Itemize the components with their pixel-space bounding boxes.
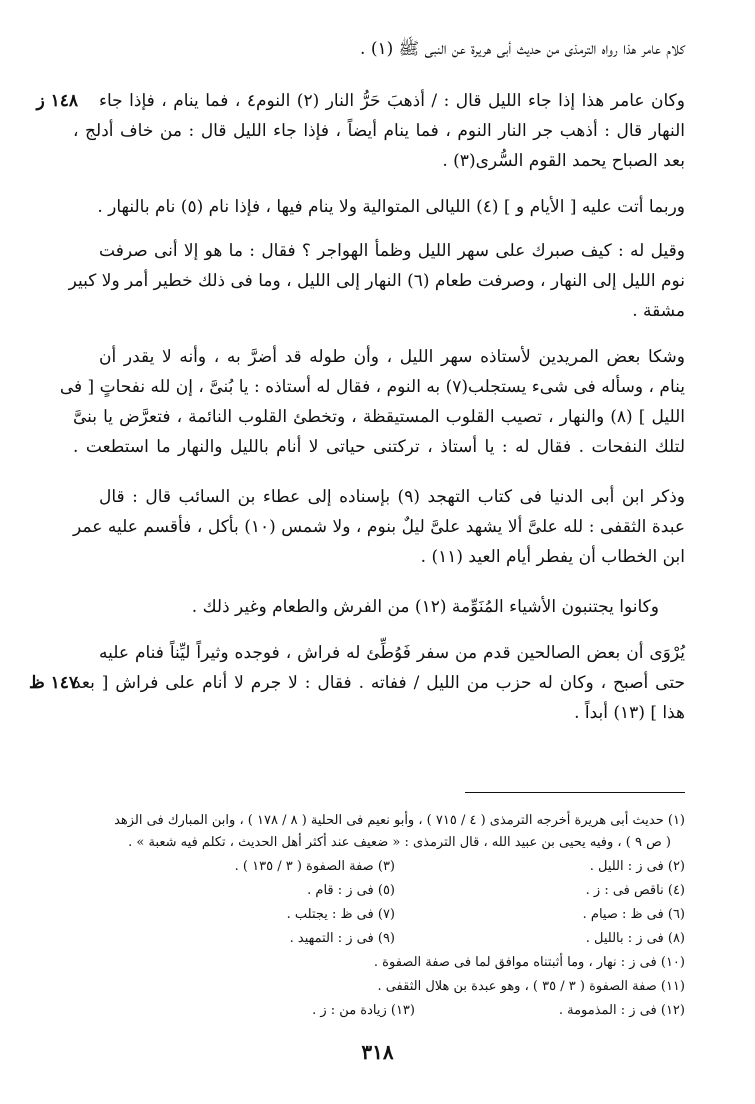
footnote: (١١) صفة الصفوة ( ٣ / ٣٥ ) ، وهو عبدة بن هلال الثقفى .	[377, 979, 685, 994]
text-line: نوم الليل إلى النهار ، وصرفت طعام (٦) النهار إلى الليل ، وما فى ذلك خطير أمر ولا كبير	[68, 271, 685, 291]
text-line: يُرْوَى أن بعض الصالحين قدم من سفر فَوُطِّئ له فراش ، فوجده وثيراً ليِّناً فنام عليه	[99, 643, 685, 663]
footnote-divider	[465, 792, 685, 793]
text-line: بعد الصباح يحمد القوم السُّرى(٣) .	[442, 151, 685, 171]
text-line: وذكر ابن أبى الدنيا فى كتاب التهجد (٩) بإسناده إلى عطاء بن السائب قال : قال	[99, 487, 685, 507]
footnote: (٦) فى ظ : صيام .	[582, 907, 685, 922]
footnote: (٣) صفة الصفوة ( ٣ / ١٣٥ ) .	[234, 859, 395, 874]
footnote: (٢) فى ز : الليل .	[589, 859, 685, 874]
footnote: (٤) ناقص فى : ز .	[585, 883, 685, 898]
text-line: حتى أصبح ، وكان له حزب من الليل / ففاته . فقال : لا جرم لا أنام على فراش [ بعد	[73, 673, 685, 693]
text-line: لتلك النفحات . فقال له : يا أستاذ ، تركتنى حياتى لا أنام بالليل والنهار ما استطعت .	[73, 437, 685, 457]
text-line: ينام ، وسأله فى شىء يستجلب(٧) به النوم ، فقال له أستاذه : يا بُنىَّ ، إن لله نفحاتٍ [ فى	[59, 377, 685, 397]
text-line: هذا ] (١٣) أبداً .	[574, 703, 685, 723]
text-line: وكان عامر هذا إذا جاء الليل قال : / أذهبَ حَرُّ النار (٢) النوم٤ ، فما ينام ، فإذا جاء	[99, 91, 685, 111]
text-line: عبدة الثقفى : لله علىَّ ألا يشهد علىَّ ليلٌ بنوم ، ولا شمس (١٠) بأكل ، فأقسم عليه عمر	[73, 517, 686, 537]
footnote: ( ص ٩ ) ، وفيه يحيى بن عبيد الله ، قال الترمذى : « ضعيف عند أكثر أهل الحديث ، تكلم فيه شعبة » .	[128, 835, 671, 850]
page-number: ٣١٨	[361, 1040, 394, 1064]
text-line: الليل ] (٨) والنهار ، تصيب القلوب المستيقظة ، وتخطئ القلوب النائمة ، فتعرَّض يا بنىَّ	[73, 407, 685, 427]
text-line: وشكا بعض المريدين لأستاذه سهر الليل ، وأن طوله قد أضرَّ به ، وأنه لا يقدر أن	[99, 347, 685, 367]
text-line: وكانوا يجتنبون الأشياء المُنَوِّمة (١٢) من الفرش والطعام وغير ذلك .	[191, 597, 659, 617]
margin-ref-z-148: ١٤٨ ز	[36, 91, 78, 111]
footnote: (٧) فى ظ : يجتلب .	[286, 907, 395, 922]
footnote: (٨) فى ز : بالليل .	[585, 931, 685, 946]
text-line: وقيل له : كيف صبرك على سهر الليل وظمأ الهواجر ؟ فقال : ما هو إلا أنى صرفت	[99, 241, 685, 261]
footnote: (١٠) فى ز : نهار ، وما أثبتناه موافق لما فى صفة الصفوة .	[373, 955, 685, 970]
text-line: ابن الخطاب أن يفطر أيام العيد (١١) .	[420, 547, 685, 567]
footnote: (٩) فى ز : التمهيد .	[289, 931, 395, 946]
text-line: النهار قال : أذهب جر النار النوم ، فما ينام أيضاً ، فإذا جاء الليل قال : من خاف أدلج ،	[73, 121, 685, 141]
footnote: (١٢) فى ز : المذمومة .	[558, 1003, 685, 1018]
text-line: مشقة .	[632, 301, 685, 321]
text-line: كلام عامر هذا رواه الترمذى من حديث أبى هريرة عن النبى ﷺ (١) .	[360, 39, 685, 59]
text-line: وربما أتت عليه [ الأيام و ] (٤) الليالى المتوالية ولا ينام فيها ، فإذا نام (٥) نام بالنهار .	[97, 197, 685, 217]
margin-ref-z-147: ١٤٧ ظ	[28, 673, 78, 693]
footnote: (٥) فى ز : قام .	[307, 883, 395, 898]
footnote: (١٣) زيادة من : ز .	[312, 1003, 415, 1018]
footnote: (١) حديث أبى هريرة أخرجه الترمذى ( ٤ / ٧١٥ ) ، وأبو نعيم فى الحلية ( ٨ / ١٧٨ ) ، وابن المبارك فى الزهد	[114, 813, 685, 828]
